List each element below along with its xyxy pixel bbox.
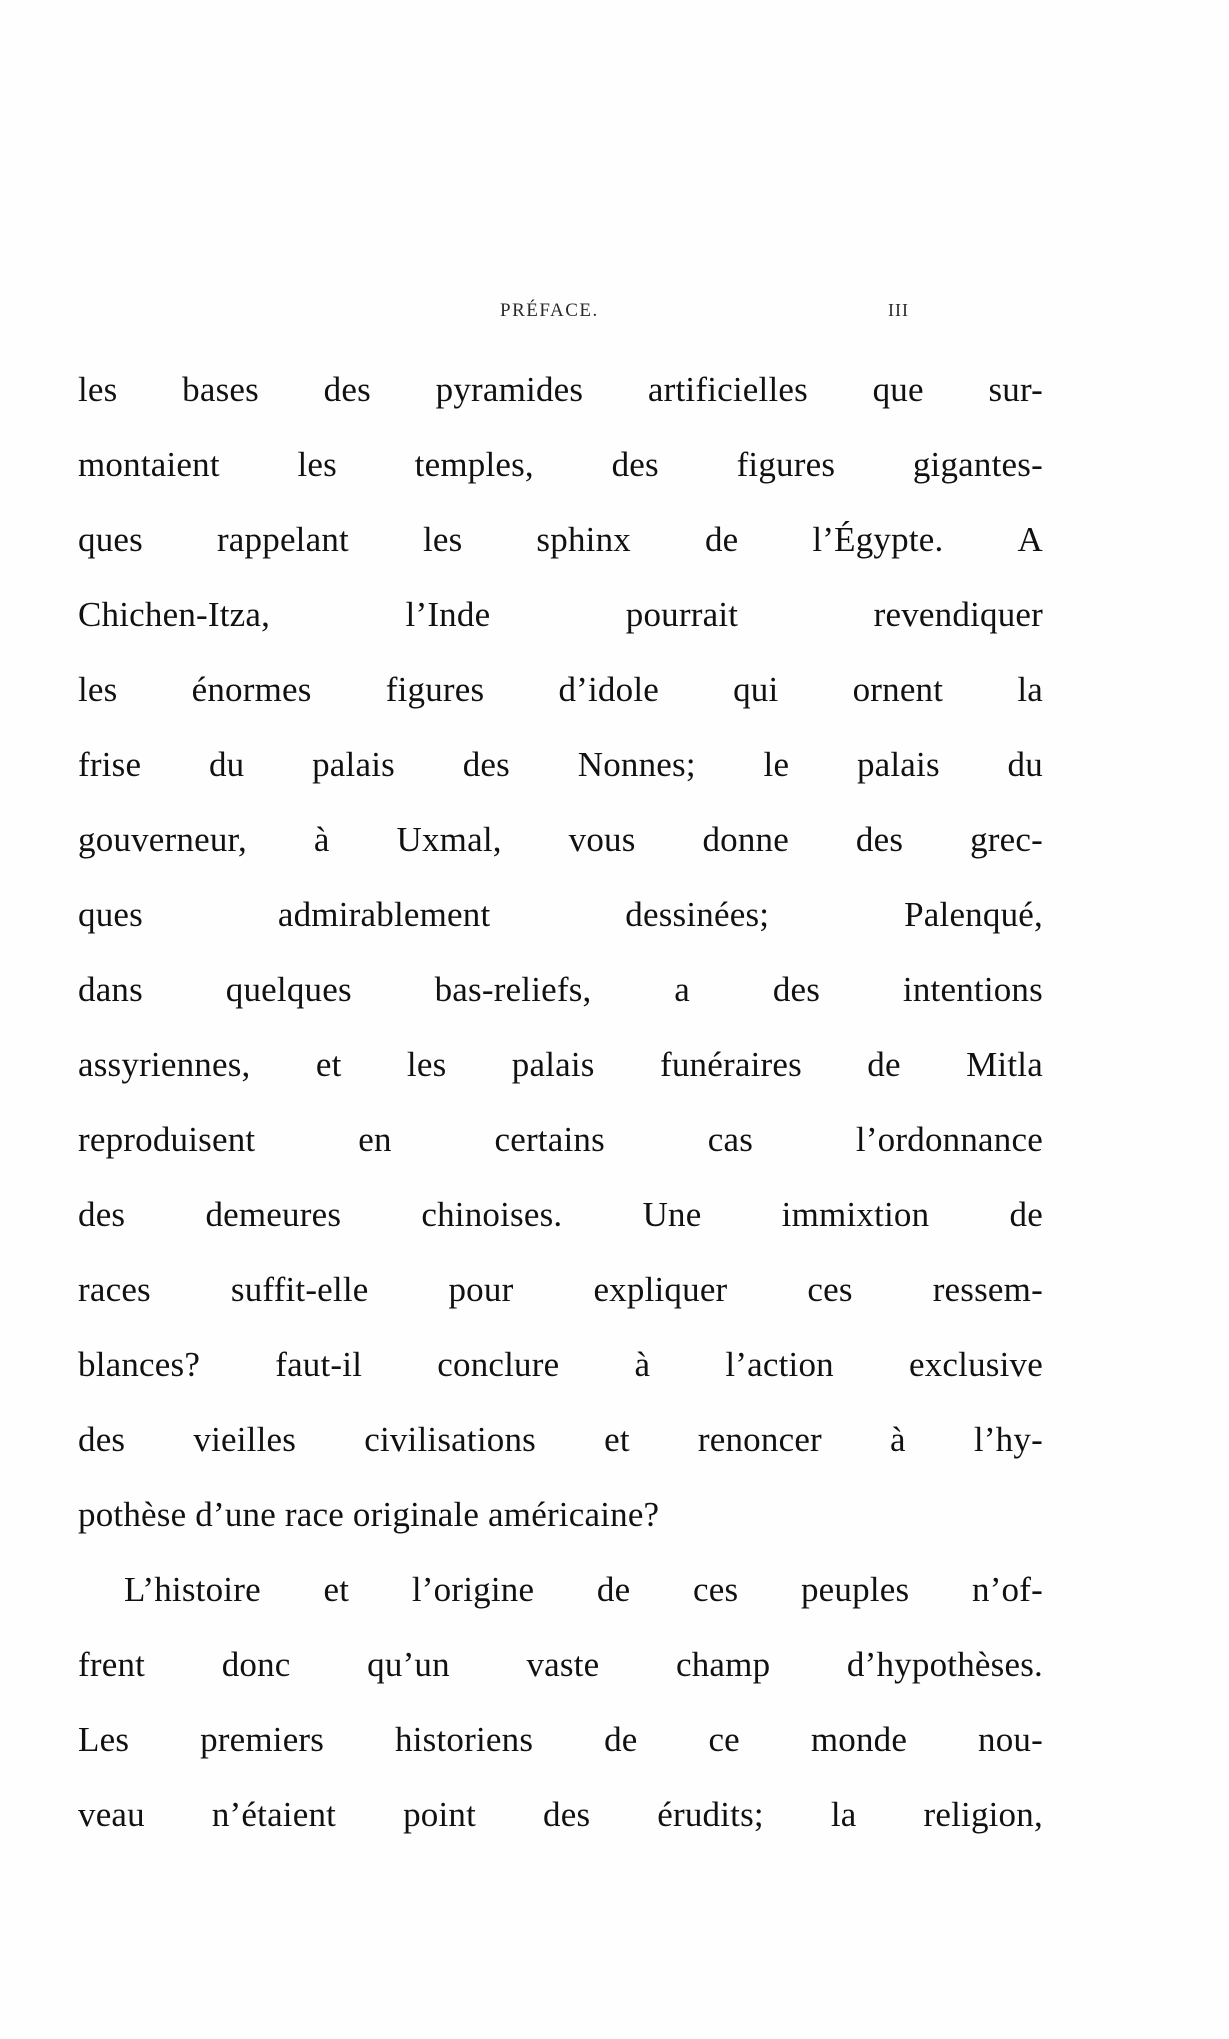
word: certains bbox=[494, 1120, 605, 1159]
word: reproduisent bbox=[78, 1120, 256, 1159]
word: des bbox=[78, 1420, 126, 1459]
text-line bbox=[78, 1627, 1043, 1702]
word: rappelant bbox=[216, 520, 349, 559]
word: races bbox=[78, 1270, 151, 1309]
text-line bbox=[78, 352, 1043, 427]
word: frent bbox=[78, 1645, 146, 1684]
word: de bbox=[596, 1570, 631, 1609]
page-number: III bbox=[888, 300, 909, 320]
word: gigantes- bbox=[912, 445, 1043, 484]
word: des bbox=[543, 1795, 591, 1834]
text-line bbox=[78, 502, 1043, 577]
text-line bbox=[78, 1252, 1043, 1327]
word: montaient bbox=[78, 445, 220, 484]
word: des bbox=[78, 1195, 126, 1234]
word: admirablement bbox=[277, 895, 491, 934]
word: vaste bbox=[526, 1645, 600, 1684]
word: n’of- bbox=[972, 1570, 1043, 1609]
word: des bbox=[323, 370, 371, 409]
text-line bbox=[78, 1102, 1043, 1177]
word: l’Égypte. bbox=[812, 520, 944, 559]
word: suffit-elle bbox=[230, 1270, 369, 1309]
word: dessinées; bbox=[625, 895, 770, 934]
word: de bbox=[867, 1045, 901, 1084]
word: les bbox=[78, 670, 118, 709]
word: la bbox=[1017, 670, 1043, 709]
word: l’ordonnance bbox=[855, 1120, 1043, 1159]
word: temples, bbox=[414, 445, 534, 484]
word: bases bbox=[182, 370, 259, 409]
word: ques bbox=[78, 895, 143, 934]
word: ces bbox=[693, 1570, 739, 1609]
text-line bbox=[78, 1777, 1043, 1852]
paragraph bbox=[78, 352, 1078, 1552]
word: Mitla bbox=[966, 1045, 1043, 1084]
word: cas bbox=[707, 1120, 754, 1159]
word: le bbox=[763, 745, 790, 784]
word: qui bbox=[733, 670, 779, 709]
word: monde bbox=[810, 1720, 908, 1759]
word: érudits; bbox=[657, 1795, 764, 1834]
body-text bbox=[78, 352, 1078, 1852]
word: que bbox=[872, 370, 924, 409]
text-line bbox=[78, 427, 1043, 502]
text-line bbox=[78, 577, 1043, 652]
word: des bbox=[772, 970, 821, 1009]
word: les bbox=[78, 370, 118, 409]
word: donne bbox=[702, 820, 789, 859]
word: blances? bbox=[78, 1345, 201, 1384]
text-line bbox=[78, 802, 1043, 877]
word: sur- bbox=[988, 370, 1043, 409]
word: qu’un bbox=[367, 1645, 450, 1684]
text-line bbox=[78, 1402, 1043, 1477]
word: de bbox=[704, 520, 739, 559]
text-line bbox=[78, 1177, 1043, 1252]
word: Les bbox=[78, 1720, 130, 1759]
word: énormes bbox=[191, 670, 312, 709]
word: les bbox=[422, 520, 463, 559]
word: l’origine bbox=[411, 1570, 535, 1609]
word: de bbox=[604, 1720, 638, 1759]
word: sphinx bbox=[536, 520, 631, 559]
word: intentions bbox=[902, 970, 1043, 1009]
word: conclure bbox=[437, 1345, 560, 1384]
text-line bbox=[78, 1327, 1043, 1402]
word: exclusive bbox=[908, 1345, 1043, 1384]
text-line bbox=[78, 1027, 1043, 1102]
word: bas-reliefs, bbox=[434, 970, 592, 1009]
text-line bbox=[78, 727, 1043, 802]
word: Uxmal, bbox=[396, 820, 502, 859]
word: faut-il bbox=[275, 1345, 363, 1384]
word: champ bbox=[676, 1645, 771, 1684]
word: artificielles bbox=[647, 370, 808, 409]
word: grec- bbox=[970, 820, 1043, 859]
word: veau bbox=[78, 1795, 145, 1834]
word: en bbox=[358, 1120, 392, 1159]
word: pour bbox=[448, 1270, 514, 1309]
word: funéraires bbox=[660, 1045, 802, 1084]
word: revendiquer bbox=[873, 595, 1043, 634]
word: L’histoire bbox=[124, 1570, 261, 1609]
text-line bbox=[78, 652, 1043, 727]
page-header bbox=[80, 300, 1149, 330]
word: palais bbox=[856, 745, 940, 784]
text-line bbox=[78, 1702, 1043, 1777]
word: n’étaient bbox=[211, 1795, 337, 1834]
word: et bbox=[323, 1570, 350, 1609]
word: immixtion bbox=[781, 1195, 930, 1234]
word: figures bbox=[736, 445, 836, 484]
word: pothèse d’une race originale américaine? bbox=[78, 1495, 660, 1534]
word: ce bbox=[708, 1720, 740, 1759]
word: l’Inde bbox=[405, 595, 491, 634]
word: l’action bbox=[725, 1345, 834, 1384]
word: point bbox=[403, 1795, 477, 1834]
text-line bbox=[78, 1477, 1043, 1552]
word: pourrait bbox=[625, 595, 739, 634]
text-line bbox=[78, 1552, 1043, 1627]
word: a bbox=[674, 970, 691, 1009]
word: ces bbox=[807, 1270, 853, 1309]
word: vieilles bbox=[193, 1420, 297, 1459]
word: du bbox=[1007, 745, 1043, 784]
running-head: PRÉFACE. bbox=[500, 300, 599, 321]
word: renoncer bbox=[697, 1420, 822, 1459]
word: les bbox=[297, 445, 337, 484]
word: frise bbox=[78, 745, 142, 784]
word: de bbox=[1009, 1195, 1043, 1234]
word: et bbox=[604, 1420, 630, 1459]
word: nou- bbox=[978, 1720, 1043, 1759]
word: dans bbox=[78, 970, 143, 1009]
word: des bbox=[855, 820, 904, 859]
word: Palenqué, bbox=[904, 895, 1043, 934]
word: quelques bbox=[225, 970, 352, 1009]
word: l’hy- bbox=[973, 1420, 1043, 1459]
word: figures bbox=[385, 670, 485, 709]
word: civilisations bbox=[364, 1420, 536, 1459]
word: vous bbox=[568, 820, 636, 859]
word: palais bbox=[312, 745, 395, 784]
word: A bbox=[1017, 520, 1043, 559]
text-line bbox=[78, 952, 1043, 1027]
word: Chichen-Itza, bbox=[78, 595, 271, 634]
word: ressem- bbox=[932, 1270, 1043, 1309]
word: ques bbox=[78, 520, 143, 559]
word: religion, bbox=[923, 1795, 1043, 1834]
word: d’hypothèses. bbox=[846, 1645, 1043, 1684]
text-line bbox=[78, 877, 1043, 952]
word: expliquer bbox=[593, 1270, 728, 1309]
word: du bbox=[208, 745, 245, 784]
word: premiers bbox=[200, 1720, 325, 1759]
word: des bbox=[611, 445, 659, 484]
word: la bbox=[830, 1795, 857, 1834]
paragraph bbox=[78, 1552, 1078, 1852]
word: demeures bbox=[205, 1195, 342, 1234]
word: chinoises. bbox=[421, 1195, 563, 1234]
word: donc bbox=[221, 1645, 291, 1684]
word: d’idole bbox=[558, 670, 659, 709]
word: et bbox=[315, 1045, 342, 1084]
word: à bbox=[890, 1420, 906, 1459]
word: à bbox=[634, 1345, 651, 1384]
word: des bbox=[462, 745, 510, 784]
word: Une bbox=[642, 1195, 702, 1234]
word: peuples bbox=[800, 1570, 910, 1609]
word: palais bbox=[511, 1045, 595, 1084]
word: historiens bbox=[395, 1720, 534, 1759]
word: à bbox=[313, 820, 330, 859]
word: gouverneur, bbox=[78, 820, 247, 859]
word: assyriennes, bbox=[78, 1045, 251, 1084]
word: pyramides bbox=[435, 370, 584, 409]
word: ornent bbox=[852, 670, 944, 709]
word: les bbox=[406, 1045, 447, 1084]
word: Nonnes; bbox=[577, 745, 696, 784]
